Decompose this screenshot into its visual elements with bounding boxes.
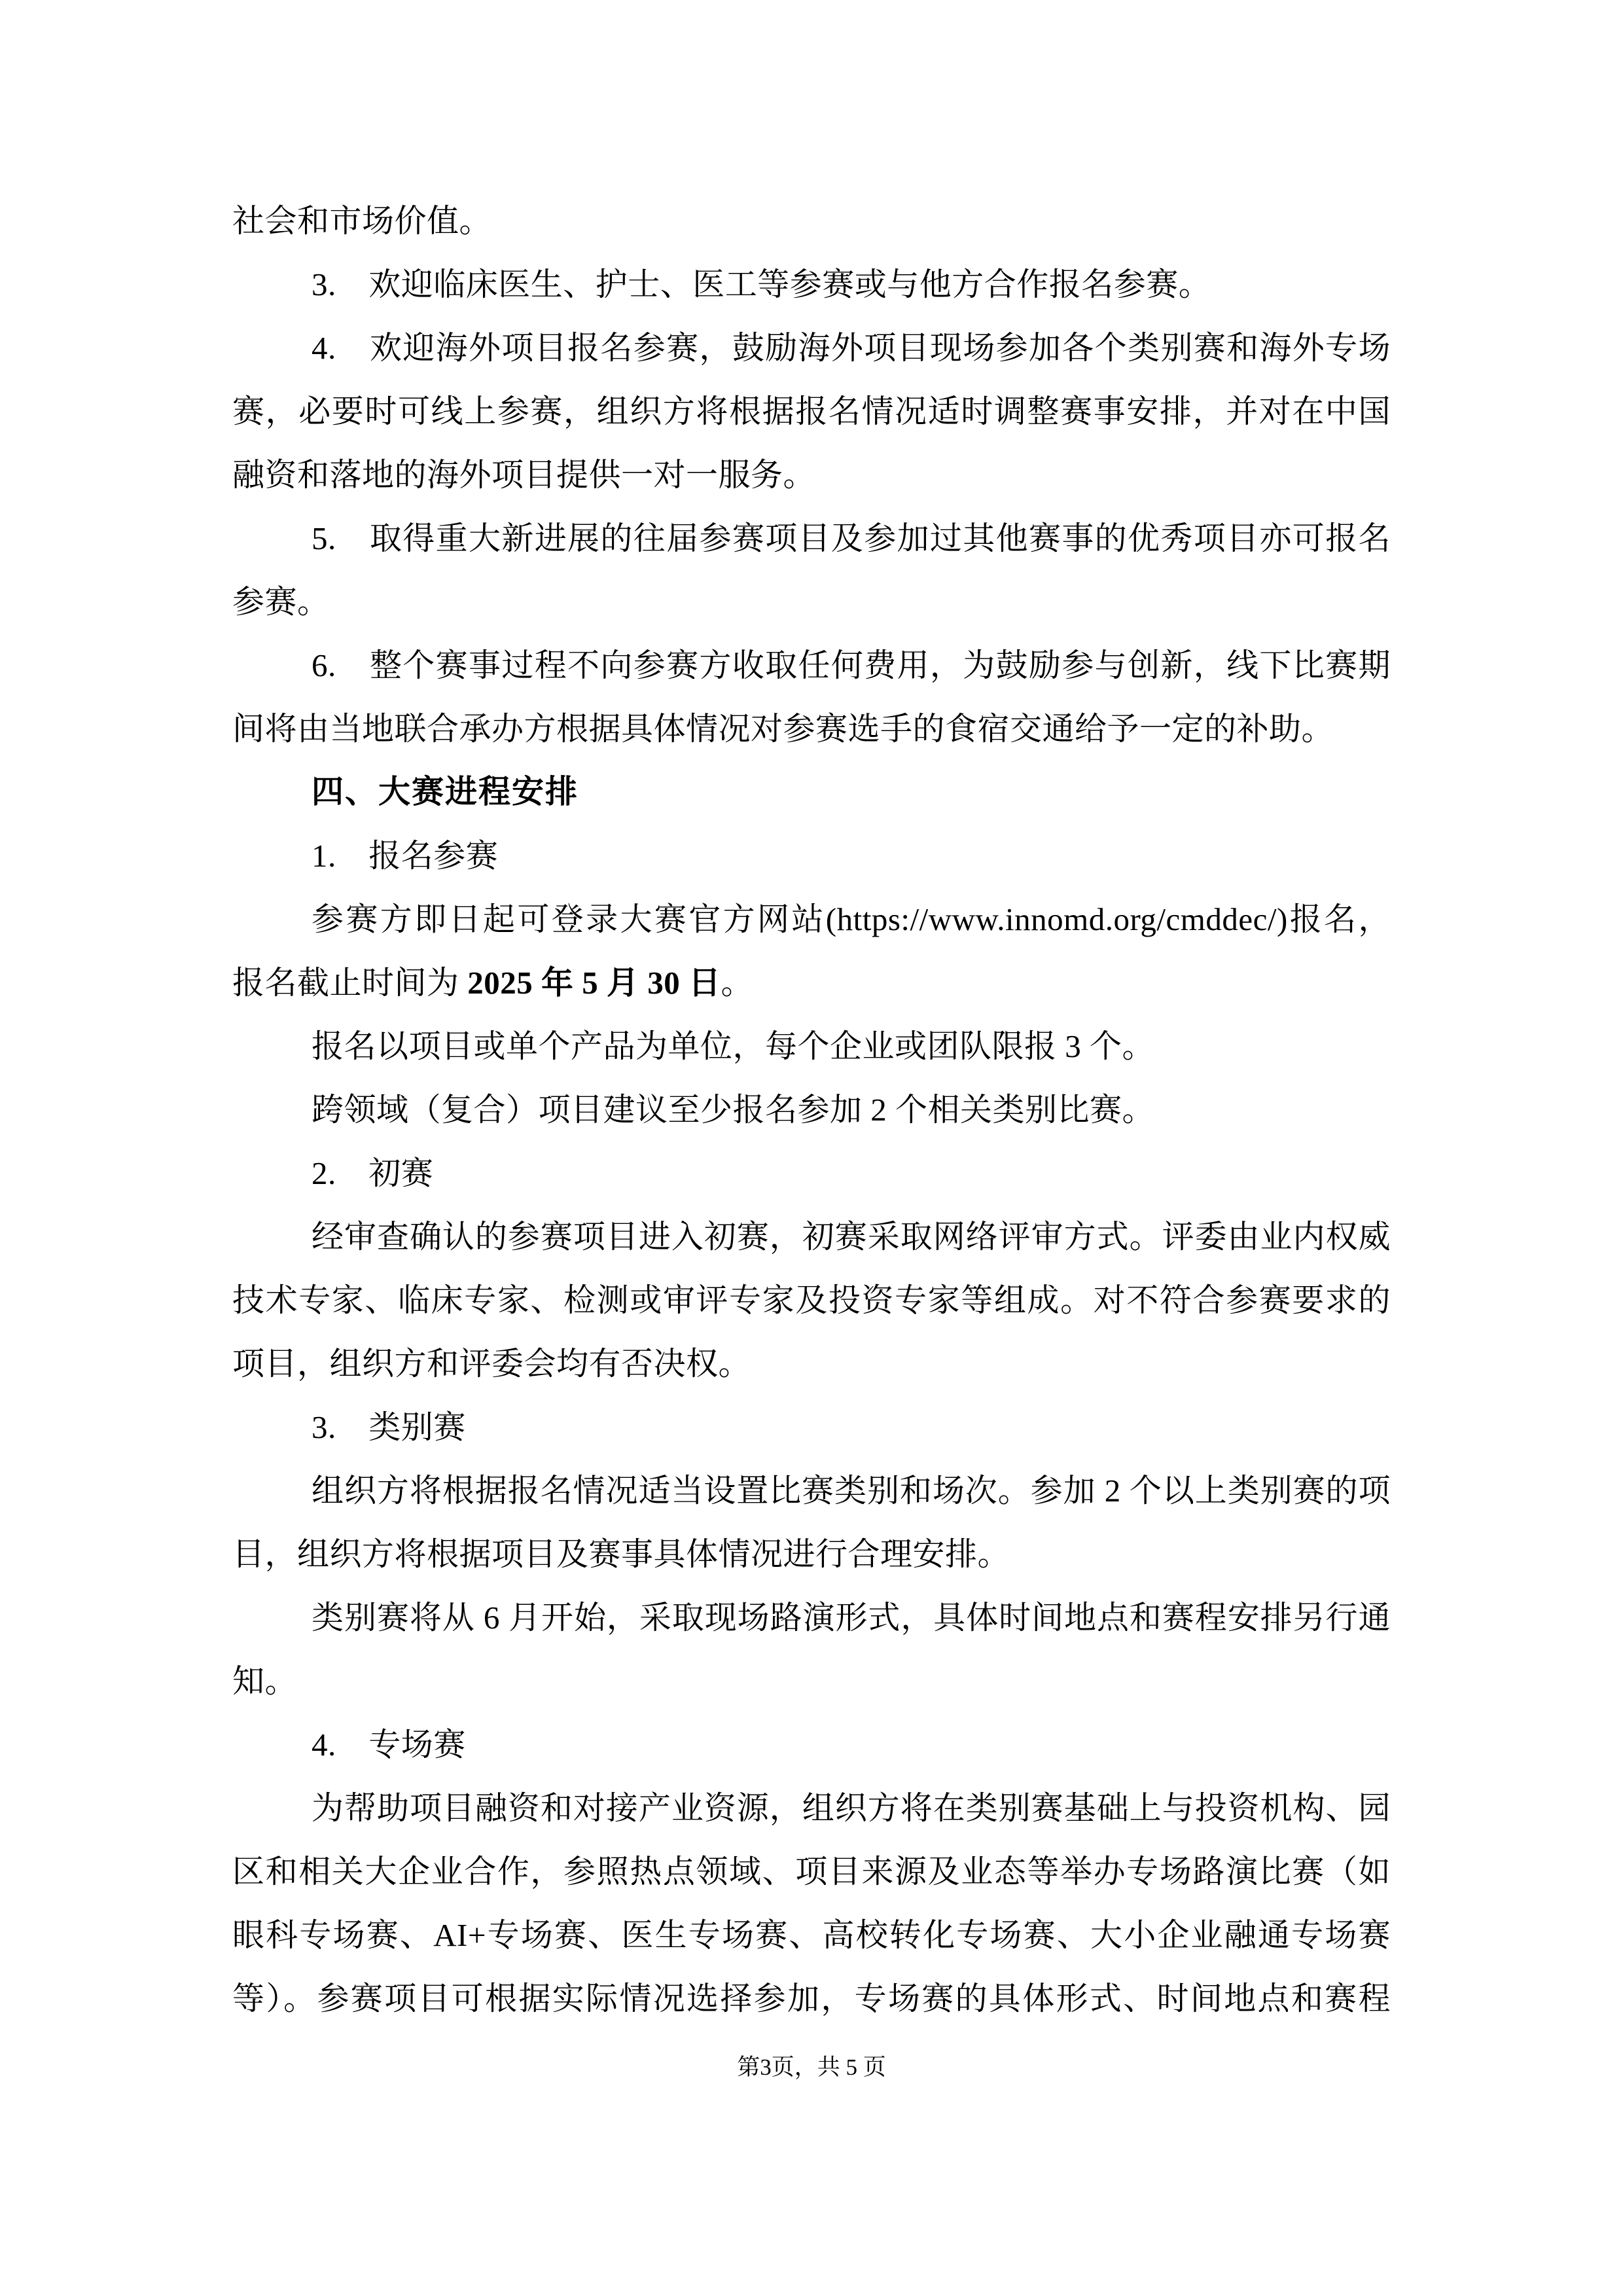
list-item-3-clinicians-welcome: 3. 欢迎临床医生、护士、医工等参赛或与他方合作报名参赛。 (312, 266, 1211, 302)
para-special-round-line-3: 眼科专场赛、AI+专场赛、医生专场赛、高校转化专场赛、大小企业融通专场赛 (232, 1917, 1391, 1953)
registration-website-prefix: 参赛方即日起可登录大赛官方网站( (312, 901, 837, 937)
list-item-4-overseas-line-3: 融资和落地的海外项目提供一对一服务。 (232, 457, 816, 493)
subitem-2-preliminary-round: 2. 初赛 (312, 1155, 434, 1191)
list-item-6-no-fees-line-2: 间将由当地联合承办方根据具体情况对参赛选手的食宿交通给予一定的补助。 (232, 711, 1334, 747)
para-registration-website (232, 888, 1391, 951)
para-end-social-market-value: 社会和市场价值。 (232, 203, 492, 239)
list-item-5-past-projects-line-1: 5. 取得重大新进展的往届参赛项目及参加过其他赛事的优秀项目亦可报名 (312, 520, 1391, 556)
registration-website-suffix: )报名， (1277, 901, 1391, 937)
list-item-5-past-projects-line-2: 参赛。 (232, 584, 330, 620)
subitem-1-registration: 1. 报名参赛 (312, 838, 499, 874)
para-special-round-line-1: 为帮助项目融资和对接产业资源，组织方将在类别赛基础上与投资机构、园 (312, 1790, 1391, 1826)
subitem-3-category-round: 3. 类别赛 (312, 1409, 466, 1445)
list-item-4-overseas-line-1: 4. 欢迎海外项目报名参赛，鼓励海外项目现场参加各个类别赛和海外专场 (312, 330, 1391, 366)
para-special-round-line-4: 等）。参赛项目可根据实际情况选择参加，专场赛的具体形式、时间地点和赛程 (232, 1981, 1391, 2017)
para-cross-domain-advice: 跨领域（复合）项目建议至少报名参加 2 个相关类别比赛。 (312, 1092, 1155, 1128)
para-category-timing-line-1: 类别赛将从 6 月开始，采取现场路演形式，具体时间地点和赛程安排另行通 (312, 1600, 1391, 1636)
list-item-6-no-fees-line-1: 6. 整个赛事过程不向参赛方收取任何费用，为鼓励参与创新，线下比赛期 (312, 647, 1391, 683)
para-preliminary-line-1: 经审查确认的参赛项目进入初赛，初赛采取网络评审方式。评委由业内权威 (312, 1219, 1391, 1255)
subitem-4-special-round: 4. 专场赛 (312, 1727, 466, 1763)
page-footer: 第3页，共 5 页 (737, 2054, 886, 2080)
competition-website-url: https://www.innomd.org/cmddec/ (836, 901, 1277, 937)
para-preliminary-line-3: 项目，组织方和评委会均有否决权。 (232, 1346, 751, 1382)
document-body (232, 189, 1391, 2030)
section-heading-contest-schedule: 四、大赛进程安排 (312, 774, 579, 810)
para-preliminary-line-2: 技术专家、临床专家、检测或审评专家及投资专家等组成。对不符合参赛要求的 (232, 1282, 1391, 1318)
para-category-timing-line-2: 知。 (232, 1663, 298, 1699)
para-registration-deadline (232, 951, 1391, 1014)
para-category-setup-line-2: 目，组织方将根据项目及赛事具体情况进行合理安排。 (232, 1536, 1010, 1572)
deadline-suffix: 。 (721, 965, 754, 1001)
list-item-4-overseas-line-2: 赛，必要时可线上参赛，组织方将根据报名情况适时调整赛事安排，并对在中国 (232, 393, 1391, 429)
registration-deadline-date: 2025 年 5 月 30 日 (467, 965, 721, 1001)
para-category-setup-line-1: 组织方将根据报名情况适当设置比赛类别和场次。参加 2 个以上类别赛的项 (312, 1473, 1391, 1509)
para-entry-unit-limit: 报名以项目或单个产品为单位，每个企业或团队限报 3 个。 (312, 1028, 1155, 1064)
para-special-round-line-2: 区和相关大企业合作，参照热点领域、项目来源及业态等举办专场路演比赛（如 (232, 1854, 1391, 1890)
deadline-label: 报名截止时间为 (232, 965, 468, 1001)
